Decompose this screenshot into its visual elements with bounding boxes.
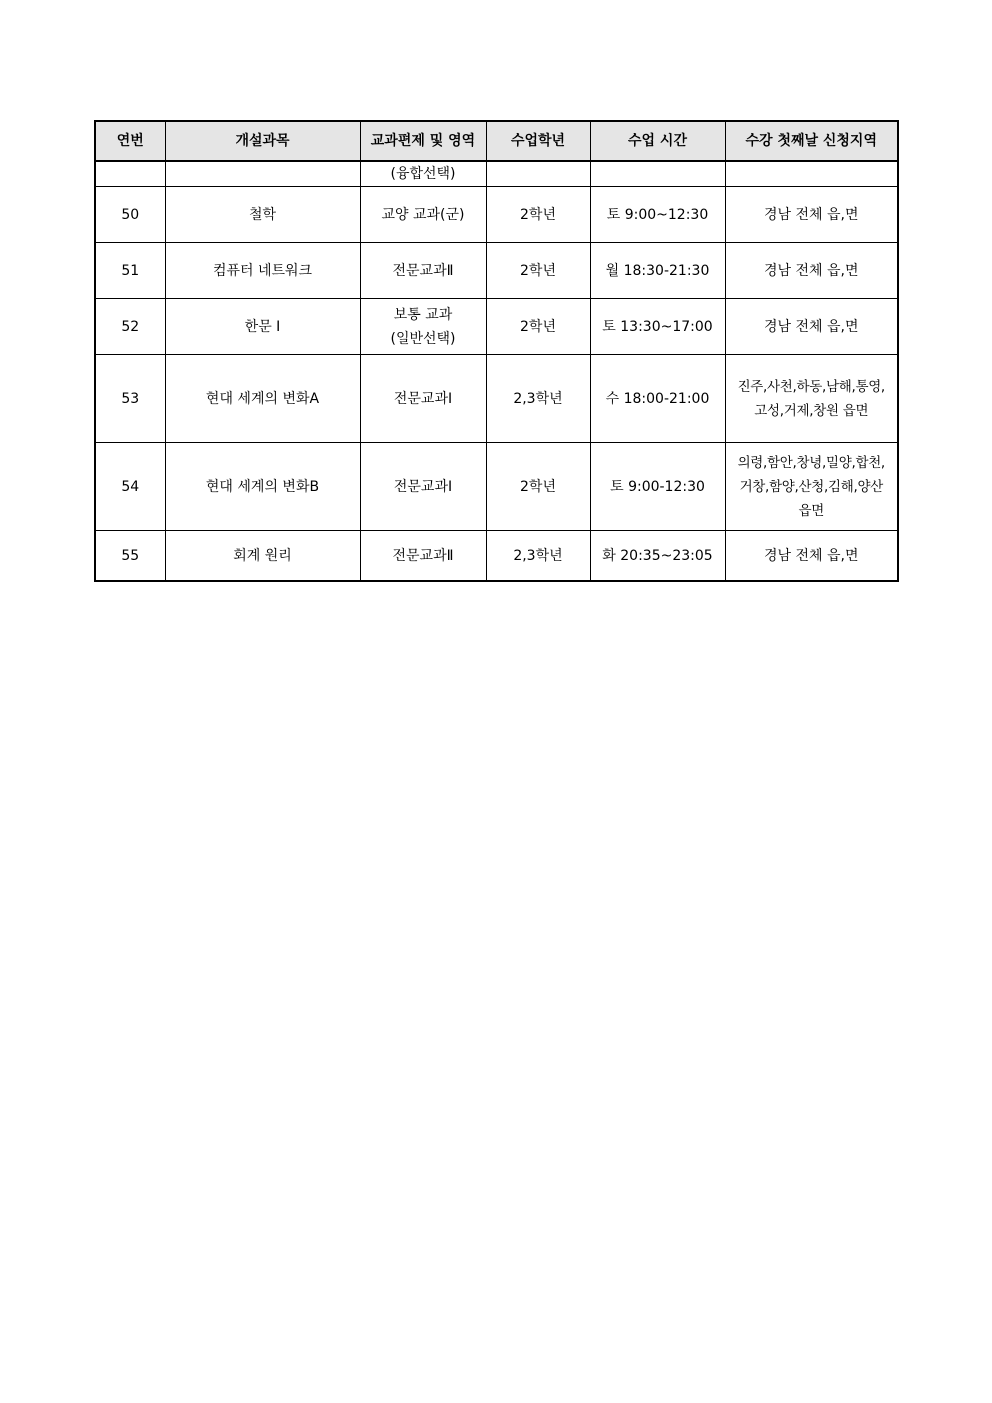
header-area: 교과편제 및 영역 bbox=[360, 121, 486, 161]
header-time: 수업 시간 bbox=[590, 121, 725, 161]
header-subject: 개설과목 bbox=[165, 121, 360, 161]
cell-region bbox=[725, 355, 898, 443]
cell-area bbox=[360, 443, 486, 531]
cell-time bbox=[590, 161, 725, 187]
cell-area bbox=[360, 243, 486, 299]
table-row bbox=[95, 243, 898, 299]
cell-region bbox=[725, 299, 898, 355]
cell-area bbox=[360, 355, 486, 443]
cell-subject: 컴퓨터 네트워크 bbox=[165, 243, 360, 299]
region-line: 거창,함양,산청,김해,양산 bbox=[739, 478, 883, 495]
cell-subject: 현대 세계의 변화B bbox=[165, 443, 360, 531]
cell-no: 50 bbox=[95, 187, 165, 243]
cell-subject: 현대 세계의 변화A bbox=[165, 355, 360, 443]
area-line: 전문교과Ⅰ bbox=[393, 390, 453, 407]
cell-no: 53 bbox=[95, 355, 165, 443]
cell-subject: 회계 원리 bbox=[165, 531, 360, 582]
cell-area bbox=[360, 299, 486, 355]
cell-no: 55 bbox=[95, 531, 165, 582]
cell-no bbox=[95, 161, 165, 187]
cell-time: 토 9:00-12:30 bbox=[590, 443, 725, 531]
cell-grade: 2,3학년 bbox=[486, 531, 590, 582]
cell-grade: 2,3학년 bbox=[486, 355, 590, 443]
cell-grade: 2학년 bbox=[486, 187, 590, 243]
cell-time: 토 13:30~17:00 bbox=[590, 299, 725, 355]
table-row bbox=[95, 355, 898, 443]
header-no: 연번 bbox=[95, 121, 165, 161]
cell-region bbox=[725, 187, 898, 243]
area-line: 전문교과Ⅱ bbox=[392, 547, 454, 564]
cell-subject: 한문 I bbox=[165, 299, 360, 355]
course-table bbox=[94, 120, 899, 582]
table-row bbox=[95, 299, 898, 355]
cell-region bbox=[725, 443, 898, 531]
cell-no: 52 bbox=[95, 299, 165, 355]
area-line: 전문교과Ⅰ bbox=[393, 478, 453, 495]
header-region: 수강 첫째날 신청지역 bbox=[725, 121, 898, 161]
region-line: 경남 전체 읍,면 bbox=[764, 206, 859, 223]
cell-time: 수 18:00-21:00 bbox=[590, 355, 725, 443]
cell-area: (융합선택) bbox=[360, 161, 486, 187]
cell-area bbox=[360, 187, 486, 243]
region-line: 진주,사천,하동,남해,통영, bbox=[737, 378, 885, 395]
area-line: 전문교과Ⅱ bbox=[392, 262, 454, 279]
cell-region bbox=[725, 243, 898, 299]
cell-grade: 2학년 bbox=[486, 243, 590, 299]
cell-subject bbox=[165, 161, 360, 187]
cell-region bbox=[725, 531, 898, 582]
table-row bbox=[95, 531, 898, 582]
cell-subject: 철학 bbox=[165, 187, 360, 243]
table-row bbox=[95, 443, 898, 531]
region-line: 경남 전체 읍,면 bbox=[764, 547, 859, 564]
cell-no: 51 bbox=[95, 243, 165, 299]
cell-area bbox=[360, 531, 486, 582]
region-line: 의령,함안,창녕,밀양,합천, bbox=[737, 454, 885, 471]
cell-no: 54 bbox=[95, 443, 165, 531]
cell-time: 화 20:35~23:05 bbox=[590, 531, 725, 582]
region-line: 고성,거제,창원 읍면 bbox=[754, 402, 869, 419]
cell-region bbox=[725, 161, 898, 187]
area-line: 보통 교과 bbox=[393, 306, 453, 323]
table-row bbox=[95, 187, 898, 243]
header-grade: 수업학년 bbox=[486, 121, 590, 161]
header-row bbox=[95, 121, 898, 161]
area-line: (일반선택) bbox=[390, 330, 456, 347]
cell-grade bbox=[486, 161, 590, 187]
cell-time: 월 18:30-21:30 bbox=[590, 243, 725, 299]
cell-grade: 2학년 bbox=[486, 443, 590, 531]
area-line: 교양 교과(군) bbox=[381, 206, 465, 223]
region-line: 경남 전체 읍,면 bbox=[764, 262, 859, 279]
cell-grade: 2학년 bbox=[486, 299, 590, 355]
region-line: 경남 전체 읍,면 bbox=[764, 318, 859, 335]
cell-time: 토 9:00~12:30 bbox=[590, 187, 725, 243]
continuation-row bbox=[95, 161, 898, 187]
region-line: 읍면 bbox=[798, 502, 824, 519]
